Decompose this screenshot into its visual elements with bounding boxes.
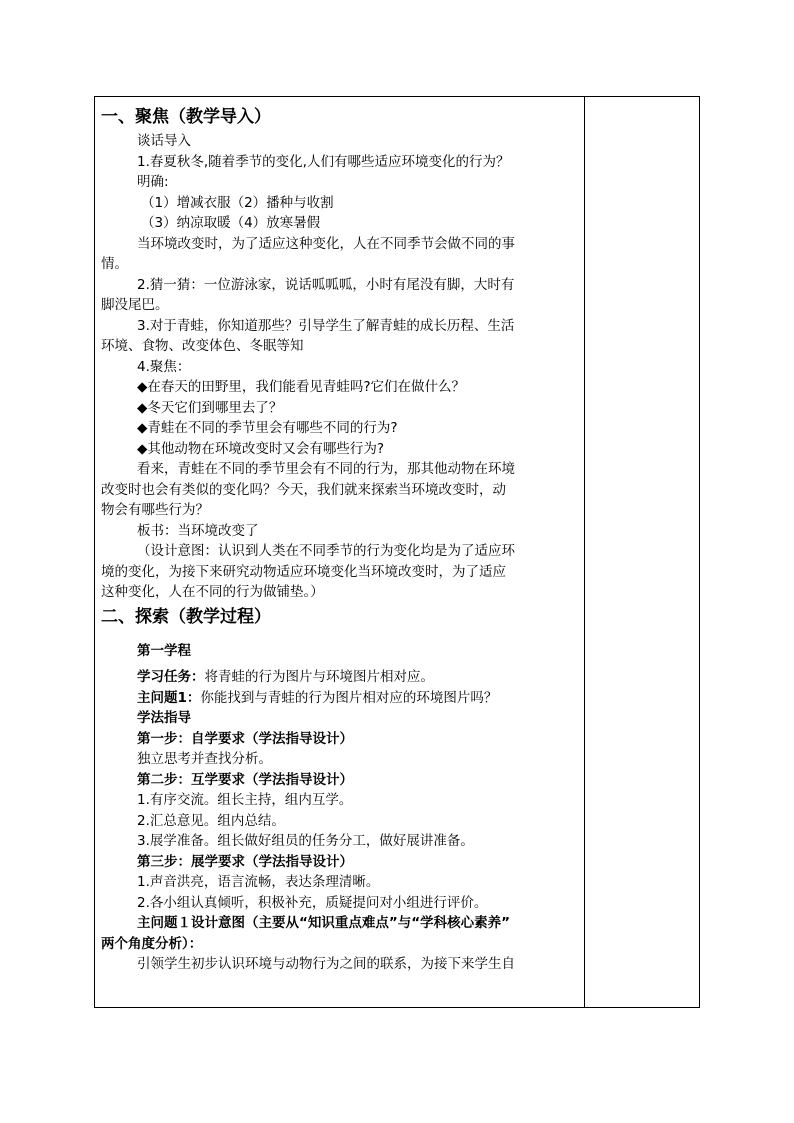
- lesson-plan-table: [94, 96, 700, 1008]
- design-intent-title: 主问题１设计意图（主要从“知识重点难点”与“学科核心素养”: [137, 915, 510, 931]
- step3-title: 第三步：展学要求（学法指导设计）: [137, 853, 353, 870]
- step3-item: 1.声音洪亮，语言流畅，表达条理清晰。: [137, 874, 380, 890]
- side-notes-column: [585, 97, 699, 1007]
- bullet-item: ◆在春天的田野里，我们能看见青蛙吗?它们在做什么？: [137, 379, 466, 395]
- step2-item: 1.有序交流。组长主持，组内互学。: [137, 792, 353, 808]
- learning-task: [101, 667, 580, 688]
- text-line: 情。: [101, 256, 128, 272]
- bullet-item: ◆青蛙在不同的季节里会有哪些不同的行为?: [137, 420, 398, 436]
- bullet-item: ◆其他动物在环境改变时又会有哪些行为?: [137, 440, 385, 457]
- design-intent: 这种变化，人在不同的行为做铺垫。）: [101, 584, 324, 600]
- stage-title: 第一学程: [137, 642, 191, 659]
- text-line: 脚没尾巴。: [101, 297, 169, 313]
- main-question-1: [101, 688, 580, 709]
- step2-item: 2.汇总意见。组内总结。: [137, 812, 285, 829]
- text-line: 4.聚焦：: [137, 358, 191, 375]
- text-line: （3）纳凉取暖（4）放寒暑假: [141, 215, 321, 231]
- task-text: 将青蛙的行为图片与环境图片相对应。: [204, 669, 434, 685]
- text-line: 3.对于青蛙，你知道那些？引导学生了解青蛙的成长历程、生活: [137, 317, 515, 334]
- text-line: 明确:: [137, 174, 169, 190]
- method-guide-title: 学法指导: [137, 710, 191, 726]
- text-line: 当环境改变时，为了适应这种变化，人在不同季节会做不同的事: [137, 235, 515, 252]
- text-line: 改变时也会有类似的变化吗？今天，我们就来探索当环境改变时，动: [101, 481, 506, 498]
- task-label: 学习任务：: [137, 669, 205, 685]
- question-label: 主问题1：: [137, 689, 201, 706]
- step1-title: 第一步：自学要求（学法指导设计）: [137, 730, 353, 747]
- text-line: 2.猜一猜：一位游泳家，说话呱呱呱，小时有尾没有脚，大时有: [137, 276, 515, 293]
- text-line: 看来，青蛙在不同的季节里会有不同的行为，那其他动物在环境: [137, 461, 515, 477]
- text-line: 谈话导入: [137, 133, 191, 149]
- text-line: 环境、食物、改变体色、冬眠等知: [101, 338, 304, 354]
- text-line: 物会有哪些行为？: [101, 502, 209, 518]
- main-content-column: [101, 103, 580, 975]
- bullet-item: ◆冬天它们到哪里去了？: [137, 399, 283, 416]
- text-line: 板书：当环境改变了: [137, 522, 259, 539]
- question-text: 你能找到与青蛙的行为图片相对应的环境图片吗？: [200, 689, 498, 706]
- step2-title: 第二步：互学要求（学法指导设计）: [137, 771, 353, 788]
- design-intent-title: 两个角度分析）：: [101, 935, 203, 952]
- section1-heading: 一、聚焦（教学导入）: [101, 107, 271, 127]
- text-line: 1.春夏秋冬,随着季节的变化,人们有哪些适应环境变化的行为？: [137, 153, 510, 170]
- text-line: （1）增减衣服（2）播种与收割: [141, 194, 334, 211]
- design-intent: （设计意图：认识到人类在不同季节的行为变化均是为了适应环: [137, 543, 515, 559]
- section2-heading: 二、探索（教学过程）: [101, 606, 271, 627]
- step2-item: 3.展学准备。组长做好组员的任务分工，做好展讲准备。: [137, 833, 474, 849]
- design-intent: 境的变化，为接下来研究动物适应环境变化当环境改变时，为了适应: [101, 563, 506, 580]
- step3-item: 2.各小组认真倾听，积极补充，质疑提问对小组进行评价。: [137, 894, 488, 911]
- step1-item: 独立思考并查找分析。: [137, 751, 272, 767]
- text-line: 引领学生初步认识环境与动物行为之间的联系，为接下来学生自: [137, 956, 515, 972]
